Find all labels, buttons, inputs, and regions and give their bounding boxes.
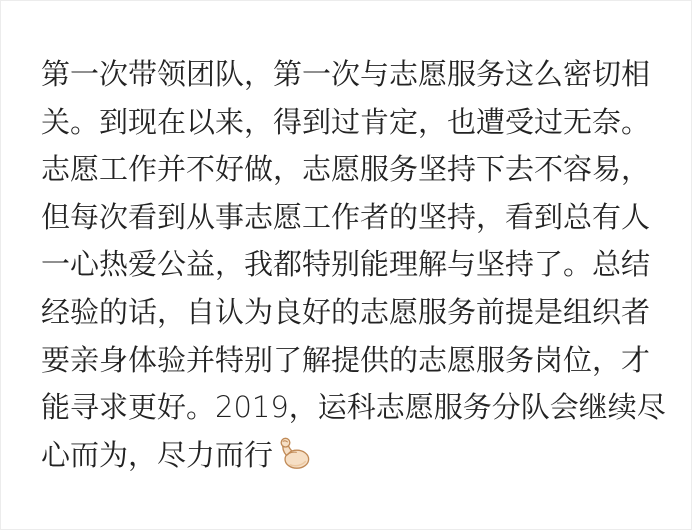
post-text-block [41, 51, 669, 479]
flexed-biceps-icon [277, 436, 311, 472]
text-line-9 [41, 432, 669, 480]
text-line-3: 志愿工作并不好做，志愿服务坚持下去不容易， [41, 152, 651, 187]
text-line-9-text: 心而为，尽力而行 [41, 437, 274, 472]
text-line-1: 第一次带领团队，第一次与志愿服务这么密切相 [41, 57, 651, 91]
text-line-5: 一心热爱公益，我都特别能理解与坚持了。总结 [41, 247, 651, 282]
text-line-6: 经验的话，自认为良好的志愿服务前提是组织者 [41, 294, 651, 329]
text-line-8: 能寻求更好。2019，运科志愿服务分队会继续尽 [41, 390, 666, 425]
text-line-4: 但每次看到从事志愿工作者的坚持，看到总有人 [41, 199, 651, 234]
text-line-7: 要亲身体验并特别了解提供的志愿服务岗位，才 [41, 342, 651, 377]
text-line-2: 关。到现在以来，得到过肯定，也遭受过无奈。 [41, 104, 651, 139]
